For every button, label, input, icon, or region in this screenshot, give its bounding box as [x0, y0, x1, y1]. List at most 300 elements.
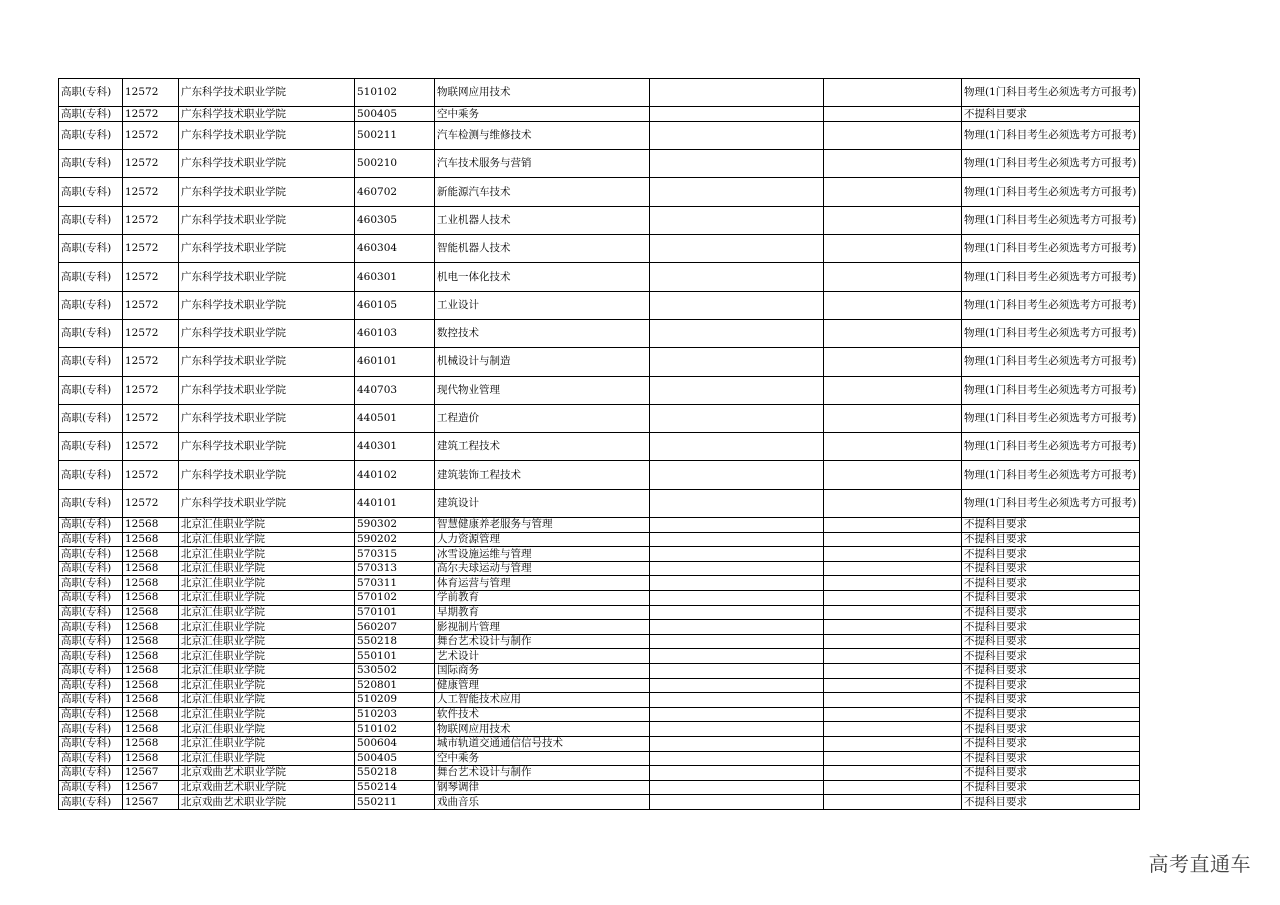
subject-requirement-cell: 不提科目要求 — [962, 591, 1140, 606]
level-cell: 高职(专科) — [59, 795, 123, 810]
major-code-cell: 500405 — [355, 751, 435, 766]
subject-requirement-cell: 不提科目要求 — [962, 663, 1140, 678]
blank-cell — [824, 591, 962, 606]
table-row — [59, 121, 1140, 149]
major-code-cell: 530502 — [355, 663, 435, 678]
blank-cell — [650, 461, 824, 489]
school-name-cell: 北京汇佳职业学院 — [179, 678, 355, 693]
major-name-cell: 体育运营与管理 — [435, 576, 650, 591]
major-name-cell: 空中乘务 — [435, 107, 650, 122]
blank-cell — [824, 319, 962, 347]
subject-requirement-cell: 不提科目要求 — [962, 766, 1140, 781]
blank-cell — [824, 605, 962, 620]
blank-cell — [824, 766, 962, 781]
table-row — [59, 591, 1140, 606]
major-name-cell: 智慧健康养老服务与管理 — [435, 518, 650, 533]
table-row — [59, 376, 1140, 404]
blank-cell — [650, 547, 824, 562]
subject-requirement-cell: 不提科目要求 — [962, 707, 1140, 722]
blank-cell — [650, 376, 824, 404]
blank-cell — [650, 780, 824, 795]
blank-cell — [650, 348, 824, 376]
major-code-cell: 500604 — [355, 736, 435, 751]
blank-cell — [650, 107, 824, 122]
school-code-cell: 12572 — [123, 235, 179, 263]
major-code-cell: 460301 — [355, 263, 435, 291]
school-code-cell: 12572 — [123, 107, 179, 122]
major-name-cell: 物联网应用技术 — [435, 722, 650, 737]
blank-cell — [824, 634, 962, 649]
table-row — [59, 319, 1140, 347]
school-name-cell: 广东科学技术职业学院 — [179, 107, 355, 122]
school-name-cell: 北京汇佳职业学院 — [179, 576, 355, 591]
level-cell: 高职(专科) — [59, 461, 123, 489]
blank-cell — [824, 722, 962, 737]
table-row — [59, 150, 1140, 178]
school-code-cell: 12568 — [123, 751, 179, 766]
level-cell: 高职(专科) — [59, 678, 123, 693]
table-row — [59, 178, 1140, 206]
blank-cell — [824, 751, 962, 766]
table-body — [59, 79, 1140, 810]
school-name-cell: 广东科学技术职业学院 — [179, 206, 355, 234]
school-name-cell: 北京戏曲艺术职业学院 — [179, 780, 355, 795]
level-cell: 高职(专科) — [59, 649, 123, 664]
blank-cell — [824, 489, 962, 517]
major-name-cell: 工业机器人技术 — [435, 206, 650, 234]
blank-cell — [824, 620, 962, 635]
major-name-cell: 新能源汽车技术 — [435, 178, 650, 206]
blank-cell — [650, 605, 824, 620]
school-code-cell: 12568 — [123, 707, 179, 722]
subject-requirement-cell: 不提科目要求 — [962, 795, 1140, 810]
level-cell: 高职(专科) — [59, 433, 123, 461]
school-name-cell: 北京汇佳职业学院 — [179, 663, 355, 678]
blank-cell — [824, 693, 962, 708]
table-row — [59, 605, 1140, 620]
major-code-cell: 560207 — [355, 620, 435, 635]
major-code-cell: 510209 — [355, 693, 435, 708]
subject-requirement-cell: 不提科目要求 — [962, 780, 1140, 795]
school-code-cell: 12568 — [123, 722, 179, 737]
level-cell: 高职(专科) — [59, 404, 123, 432]
school-name-cell: 广东科学技术职业学院 — [179, 150, 355, 178]
subject-requirement-cell: 不提科目要求 — [962, 547, 1140, 562]
school-code-cell: 12568 — [123, 576, 179, 591]
subject-requirement-cell: 不提科目要求 — [962, 107, 1140, 122]
major-code-cell: 500210 — [355, 150, 435, 178]
level-cell: 高职(专科) — [59, 235, 123, 263]
major-code-cell: 460702 — [355, 178, 435, 206]
major-code-cell: 460304 — [355, 235, 435, 263]
major-code-cell: 570315 — [355, 547, 435, 562]
major-code-cell: 590302 — [355, 518, 435, 533]
level-cell: 高职(专科) — [59, 693, 123, 708]
school-name-cell: 广东科学技术职业学院 — [179, 461, 355, 489]
major-code-cell: 440102 — [355, 461, 435, 489]
major-name-cell: 人力资源管理 — [435, 532, 650, 547]
school-code-cell: 12568 — [123, 634, 179, 649]
table-row — [59, 348, 1140, 376]
table-row — [59, 620, 1140, 635]
level-cell: 高职(专科) — [59, 150, 123, 178]
table-row — [59, 547, 1140, 562]
blank-cell — [650, 561, 824, 576]
blank-cell — [650, 291, 824, 319]
subject-requirement-cell: 不提科目要求 — [962, 532, 1140, 547]
major-name-cell: 影视制片管理 — [435, 620, 650, 635]
major-name-cell: 现代物业管理 — [435, 376, 650, 404]
level-cell: 高职(专科) — [59, 291, 123, 319]
major-code-cell: 550101 — [355, 649, 435, 664]
blank-cell — [650, 404, 824, 432]
school-name-cell: 北京汇佳职业学院 — [179, 634, 355, 649]
blank-cell — [650, 766, 824, 781]
subject-requirement-cell: 物理(1门科目考生必须选考方可报考) — [962, 150, 1140, 178]
subject-requirement-cell: 物理(1门科目考生必须选考方可报考) — [962, 404, 1140, 432]
school-code-cell: 12567 — [123, 795, 179, 810]
blank-cell — [650, 649, 824, 664]
school-code-cell: 12572 — [123, 178, 179, 206]
major-code-cell: 500211 — [355, 121, 435, 149]
blank-cell — [824, 433, 962, 461]
school-name-cell: 广东科学技术职业学院 — [179, 291, 355, 319]
major-name-cell: 城市轨道交通通信信号技术 — [435, 736, 650, 751]
blank-cell — [650, 121, 824, 149]
level-cell: 高职(专科) — [59, 591, 123, 606]
school-name-cell: 北京汇佳职业学院 — [179, 707, 355, 722]
level-cell: 高职(专科) — [59, 532, 123, 547]
subject-requirement-cell: 物理(1门科目考生必须选考方可报考) — [962, 433, 1140, 461]
blank-cell — [824, 707, 962, 722]
subject-requirement-cell: 不提科目要求 — [962, 751, 1140, 766]
blank-cell — [824, 263, 962, 291]
level-cell: 高职(专科) — [59, 263, 123, 291]
blank-cell — [650, 433, 824, 461]
major-code-cell: 510102 — [355, 79, 435, 107]
blank-cell — [650, 707, 824, 722]
blank-cell — [824, 150, 962, 178]
blank-cell — [650, 150, 824, 178]
major-name-cell: 机电一体化技术 — [435, 263, 650, 291]
blank-cell — [824, 348, 962, 376]
major-code-cell: 550218 — [355, 766, 435, 781]
school-code-cell: 12568 — [123, 693, 179, 708]
school-code-cell: 12568 — [123, 663, 179, 678]
major-name-cell: 数控技术 — [435, 319, 650, 347]
level-cell: 高职(专科) — [59, 663, 123, 678]
school-name-cell: 广东科学技术职业学院 — [179, 235, 355, 263]
major-name-cell: 钢琴调律 — [435, 780, 650, 795]
school-name-cell: 北京汇佳职业学院 — [179, 591, 355, 606]
level-cell: 高职(专科) — [59, 605, 123, 620]
table-row — [59, 736, 1140, 751]
major-name-cell: 国际商务 — [435, 663, 650, 678]
school-code-cell: 12572 — [123, 206, 179, 234]
blank-cell — [650, 532, 824, 547]
major-name-cell: 建筑工程技术 — [435, 433, 650, 461]
subject-requirement-cell: 物理(1门科目考生必须选考方可报考) — [962, 348, 1140, 376]
table-row — [59, 780, 1140, 795]
table-row — [59, 576, 1140, 591]
level-cell: 高职(专科) — [59, 348, 123, 376]
subject-requirement-cell: 物理(1门科目考生必须选考方可报考) — [962, 235, 1140, 263]
school-code-cell: 12568 — [123, 518, 179, 533]
major-code-cell: 520801 — [355, 678, 435, 693]
blank-cell — [824, 678, 962, 693]
school-name-cell: 北京汇佳职业学院 — [179, 736, 355, 751]
major-code-cell: 440301 — [355, 433, 435, 461]
school-name-cell: 广东科学技术职业学院 — [179, 348, 355, 376]
subject-requirement-cell: 物理(1门科目考生必须选考方可报考) — [962, 376, 1140, 404]
level-cell: 高职(专科) — [59, 319, 123, 347]
blank-cell — [650, 591, 824, 606]
blank-cell — [650, 576, 824, 591]
school-name-cell: 北京汇佳职业学院 — [179, 649, 355, 664]
table-row — [59, 235, 1140, 263]
table-row — [59, 795, 1140, 810]
major-name-cell: 工业设计 — [435, 291, 650, 319]
school-code-cell: 12568 — [123, 736, 179, 751]
table-row — [59, 518, 1140, 533]
blank-cell — [650, 79, 824, 107]
major-code-cell: 570313 — [355, 561, 435, 576]
blank-cell — [650, 235, 824, 263]
major-name-cell: 冰雪设施运维与管理 — [435, 547, 650, 562]
school-name-cell: 广东科学技术职业学院 — [179, 178, 355, 206]
school-code-cell: 12572 — [123, 404, 179, 432]
major-name-cell: 机械设计与制造 — [435, 348, 650, 376]
level-cell: 高职(专科) — [59, 722, 123, 737]
school-name-cell: 广东科学技术职业学院 — [179, 433, 355, 461]
blank-cell — [824, 206, 962, 234]
school-code-cell: 12567 — [123, 766, 179, 781]
major-name-cell: 建筑设计 — [435, 489, 650, 517]
blank-cell — [650, 751, 824, 766]
subject-requirement-cell: 物理(1门科目考生必须选考方可报考) — [962, 121, 1140, 149]
blank-cell — [824, 532, 962, 547]
blank-cell — [824, 235, 962, 263]
subject-requirement-cell: 物理(1门科目考生必须选考方可报考) — [962, 263, 1140, 291]
major-code-cell: 460101 — [355, 348, 435, 376]
table-row — [59, 404, 1140, 432]
school-name-cell: 广东科学技术职业学院 — [179, 79, 355, 107]
blank-cell — [824, 561, 962, 576]
blank-cell — [824, 178, 962, 206]
major-code-cell: 510102 — [355, 722, 435, 737]
school-name-cell: 广东科学技术职业学院 — [179, 121, 355, 149]
blank-cell — [824, 576, 962, 591]
level-cell: 高职(专科) — [59, 79, 123, 107]
blank-cell — [824, 649, 962, 664]
major-name-cell: 工程造价 — [435, 404, 650, 432]
school-code-cell: 12572 — [123, 376, 179, 404]
subject-requirement-cell: 物理(1门科目考生必须选考方可报考) — [962, 489, 1140, 517]
blank-cell — [650, 678, 824, 693]
table-row — [59, 561, 1140, 576]
subject-requirement-cell: 不提科目要求 — [962, 561, 1140, 576]
school-code-cell: 12568 — [123, 547, 179, 562]
blank-cell — [824, 404, 962, 432]
level-cell: 高职(专科) — [59, 178, 123, 206]
major-code-cell: 460105 — [355, 291, 435, 319]
table-row — [59, 649, 1140, 664]
subject-requirement-cell: 不提科目要求 — [962, 518, 1140, 533]
school-code-cell: 12567 — [123, 780, 179, 795]
school-name-cell: 北京汇佳职业学院 — [179, 693, 355, 708]
major-code-cell: 440101 — [355, 489, 435, 517]
subject-requirement-cell: 物理(1门科目考生必须选考方可报考) — [962, 178, 1140, 206]
school-code-cell: 12572 — [123, 433, 179, 461]
level-cell: 高职(专科) — [59, 707, 123, 722]
major-name-cell: 汽车检测与维修技术 — [435, 121, 650, 149]
school-name-cell: 广东科学技术职业学院 — [179, 319, 355, 347]
major-name-cell: 戏曲音乐 — [435, 795, 650, 810]
table-row — [59, 291, 1140, 319]
major-name-cell: 物联网应用技术 — [435, 79, 650, 107]
subject-requirement-cell: 不提科目要求 — [962, 605, 1140, 620]
major-name-cell: 学前教育 — [435, 591, 650, 606]
blank-cell — [650, 206, 824, 234]
level-cell: 高职(专科) — [59, 489, 123, 517]
school-name-cell: 北京戏曲艺术职业学院 — [179, 795, 355, 810]
school-name-cell: 北京汇佳职业学院 — [179, 605, 355, 620]
subject-requirement-cell: 物理(1门科目考生必须选考方可报考) — [962, 319, 1140, 347]
table-row — [59, 663, 1140, 678]
school-code-cell: 12568 — [123, 591, 179, 606]
school-name-cell: 广东科学技术职业学院 — [179, 489, 355, 517]
major-code-cell: 500405 — [355, 107, 435, 122]
school-code-cell: 12572 — [123, 319, 179, 347]
level-cell: 高职(专科) — [59, 736, 123, 751]
school-name-cell: 广东科学技术职业学院 — [179, 376, 355, 404]
subject-requirement-cell: 物理(1门科目考生必须选考方可报考) — [962, 291, 1140, 319]
blank-cell — [824, 79, 962, 107]
blank-cell — [650, 263, 824, 291]
subject-requirement-cell: 物理(1门科目考生必须选考方可报考) — [962, 206, 1140, 234]
school-code-cell: 12572 — [123, 461, 179, 489]
school-code-cell: 12572 — [123, 489, 179, 517]
subject-requirement-cell: 不提科目要求 — [962, 736, 1140, 751]
school-name-cell: 北京汇佳职业学院 — [179, 561, 355, 576]
level-cell: 高职(专科) — [59, 766, 123, 781]
enrollment-table — [58, 78, 1140, 810]
school-code-cell: 12568 — [123, 605, 179, 620]
school-code-cell: 12568 — [123, 620, 179, 635]
major-name-cell: 空中乘务 — [435, 751, 650, 766]
school-code-cell: 12568 — [123, 561, 179, 576]
subject-requirement-cell: 不提科目要求 — [962, 576, 1140, 591]
blank-cell — [650, 518, 824, 533]
subject-requirement-cell: 不提科目要求 — [962, 634, 1140, 649]
subject-requirement-cell: 不提科目要求 — [962, 649, 1140, 664]
blank-cell — [650, 693, 824, 708]
table-row — [59, 461, 1140, 489]
school-name-cell: 北京汇佳职业学院 — [179, 547, 355, 562]
school-name-cell: 北京汇佳职业学院 — [179, 620, 355, 635]
table-row — [59, 206, 1140, 234]
blank-cell — [824, 547, 962, 562]
blank-cell — [824, 663, 962, 678]
major-name-cell: 人工智能技术应用 — [435, 693, 650, 708]
level-cell: 高职(专科) — [59, 780, 123, 795]
school-code-cell: 12568 — [123, 649, 179, 664]
table-row — [59, 489, 1140, 517]
school-name-cell: 北京戏曲艺术职业学院 — [179, 766, 355, 781]
major-name-cell: 软件技术 — [435, 707, 650, 722]
major-code-cell: 590202 — [355, 532, 435, 547]
table-row — [59, 707, 1140, 722]
major-name-cell: 艺术设计 — [435, 649, 650, 664]
level-cell: 高职(专科) — [59, 206, 123, 234]
blank-cell — [650, 319, 824, 347]
blank-cell — [824, 291, 962, 319]
major-name-cell: 舞台艺术设计与制作 — [435, 766, 650, 781]
major-code-cell: 550211 — [355, 795, 435, 810]
subject-requirement-cell: 不提科目要求 — [962, 722, 1140, 737]
blank-cell — [824, 780, 962, 795]
table-row — [59, 751, 1140, 766]
table-row — [59, 766, 1140, 781]
watermark-text: 高考直通车 — [1148, 852, 1251, 876]
major-code-cell: 570311 — [355, 576, 435, 591]
table-row — [59, 634, 1140, 649]
blank-cell — [824, 121, 962, 149]
major-name-cell: 舞台艺术设计与制作 — [435, 634, 650, 649]
school-name-cell: 北京汇佳职业学院 — [179, 722, 355, 737]
blank-cell — [824, 518, 962, 533]
level-cell: 高职(专科) — [59, 547, 123, 562]
level-cell: 高职(专科) — [59, 376, 123, 404]
major-name-cell: 建筑装饰工程技术 — [435, 461, 650, 489]
blank-cell — [650, 795, 824, 810]
blank-cell — [650, 489, 824, 517]
level-cell: 高职(专科) — [59, 518, 123, 533]
level-cell: 高职(专科) — [59, 576, 123, 591]
level-cell: 高职(专科) — [59, 121, 123, 149]
school-code-cell: 12572 — [123, 348, 179, 376]
table-row — [59, 433, 1140, 461]
blank-cell — [650, 736, 824, 751]
major-code-cell: 570101 — [355, 605, 435, 620]
school-name-cell: 北京汇佳职业学院 — [179, 751, 355, 766]
major-name-cell: 健康管理 — [435, 678, 650, 693]
blank-cell — [650, 663, 824, 678]
subject-requirement-cell: 不提科目要求 — [962, 678, 1140, 693]
subject-requirement-cell: 物理(1门科目考生必须选考方可报考) — [962, 79, 1140, 107]
table-row — [59, 107, 1140, 122]
level-cell: 高职(专科) — [59, 751, 123, 766]
major-code-cell: 440703 — [355, 376, 435, 404]
table-row — [59, 722, 1140, 737]
blank-cell — [650, 178, 824, 206]
table-row — [59, 79, 1140, 107]
major-code-cell: 510203 — [355, 707, 435, 722]
blank-cell — [824, 107, 962, 122]
major-name-cell: 高尔夫球运动与管理 — [435, 561, 650, 576]
school-name-cell: 广东科学技术职业学院 — [179, 404, 355, 432]
school-code-cell: 12568 — [123, 532, 179, 547]
school-name-cell: 北京汇佳职业学院 — [179, 532, 355, 547]
level-cell: 高职(专科) — [59, 634, 123, 649]
table-row — [59, 678, 1140, 693]
subject-requirement-cell: 物理(1门科目考生必须选考方可报考) — [962, 461, 1140, 489]
table-row — [59, 532, 1140, 547]
blank-cell — [824, 376, 962, 404]
school-name-cell: 北京汇佳职业学院 — [179, 518, 355, 533]
school-code-cell: 12572 — [123, 121, 179, 149]
blank-cell — [824, 461, 962, 489]
